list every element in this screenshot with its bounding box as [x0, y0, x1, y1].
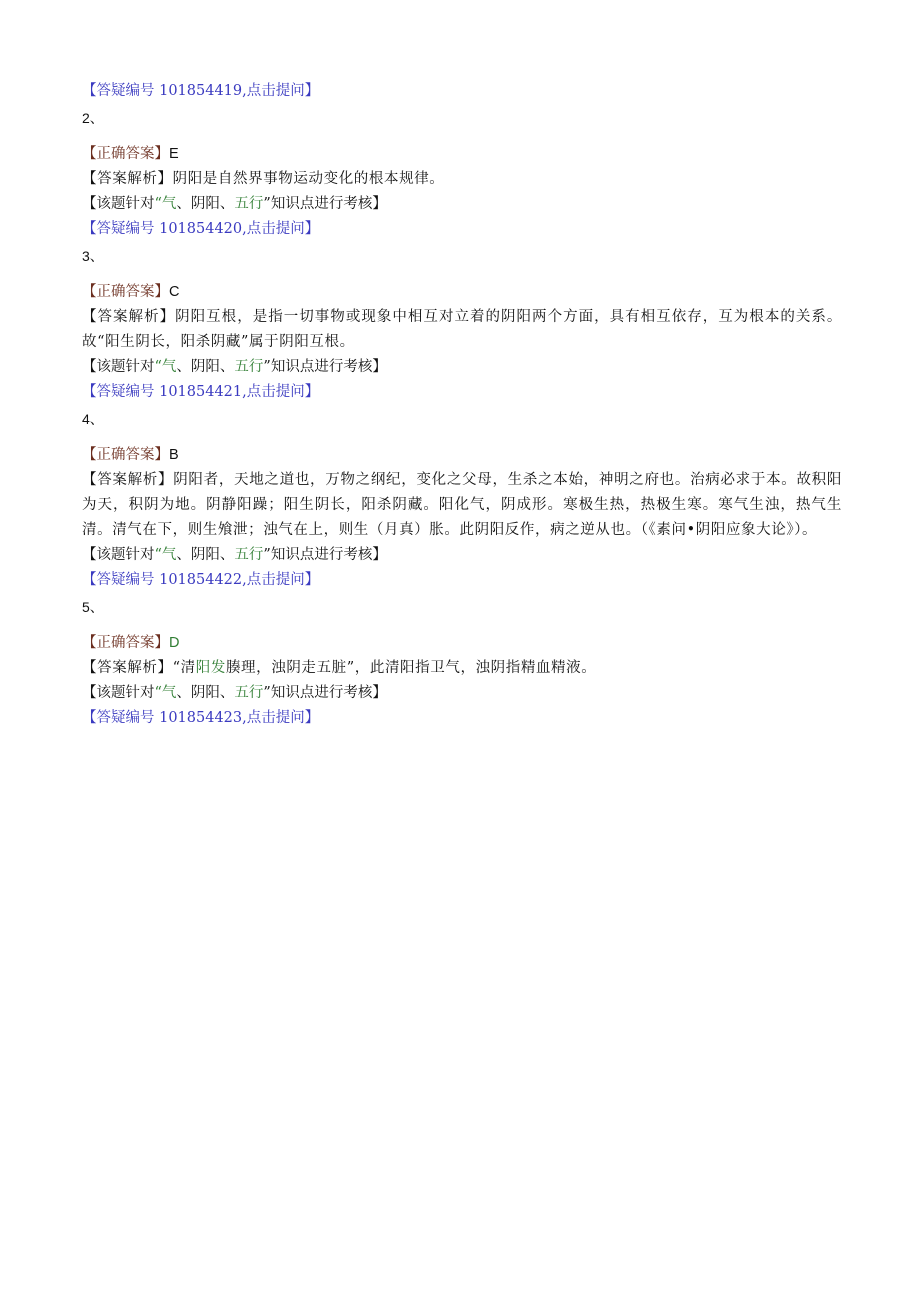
analysis-label: 【答案解析】 [82, 309, 176, 325]
topic-yinyang: 、阴阳、 [176, 359, 235, 375]
analysis-text: 阴阳互根，是指一切事物或现象中相互对立着的阴阳两个方面，具有相互依存，互为根本的关系。故“阳生阴长，阳杀阴藏”属于阴阳互根。 [82, 309, 843, 350]
analysis-paragraph [82, 167, 842, 192]
topic-open-quote: “ [154, 685, 162, 701]
topic-open-quote: “ [154, 359, 162, 375]
correct-answer-line [82, 443, 842, 468]
correct-answer-value: C [169, 284, 180, 300]
analysis-highlight: 阳发 [195, 660, 226, 676]
topic-yinyang: 、阴阳、 [176, 547, 235, 563]
analysis-paragraph [82, 656, 842, 681]
document-page [82, 79, 842, 733]
question-id-link-1[interactable]: 【答疑编号 101854419,点击提问】 [82, 83, 320, 99]
answer-item-3 [82, 244, 842, 405]
topic-qi: 气 [161, 359, 177, 375]
answer-item-4 [82, 407, 842, 593]
topic-wuxing: 五行 [234, 547, 264, 563]
question-id-link-3[interactable]: 【答疑编号 101854421,点击提问】 [82, 384, 320, 400]
topic-line [82, 355, 842, 380]
topic-suffix: 知识点进行考核】 [270, 685, 387, 701]
topic-close-quote: ” [263, 359, 271, 375]
topic-prefix: 【该题针对 [82, 359, 155, 375]
analysis-quote-open: “清 [172, 660, 196, 676]
analysis-paragraph [82, 305, 842, 355]
topic-wuxing: 五行 [234, 196, 264, 212]
question-id-link-2[interactable]: 【答疑编号 101854420,点击提问】 [82, 221, 320, 237]
topic-wuxing: 五行 [234, 359, 264, 375]
topic-prefix: 【该题针对 [82, 196, 155, 212]
correct-answer-line [82, 142, 842, 167]
topic-line [82, 543, 842, 568]
topic-open-quote: “ [154, 196, 162, 212]
correct-answer-line [82, 280, 842, 305]
analysis-text: 阴阳是自然界事物运动变化的根本规律。 [172, 171, 445, 187]
correct-answer-label: 【正确答案】 [82, 284, 169, 300]
correct-answer-label: 【正确答案】 [82, 447, 169, 463]
topic-suffix: 知识点进行考核】 [270, 196, 387, 212]
topic-qi: 气 [161, 685, 177, 701]
analysis-label: 【答案解析】 [82, 660, 173, 676]
analysis-paragraph [82, 468, 842, 543]
question-id-link-5[interactable]: 【答疑编号 101854423,点击提问】 [82, 710, 320, 726]
analysis-label: 【答案解析】 [82, 171, 173, 187]
answer-item-5 [82, 595, 842, 731]
topic-wuxing: 五行 [234, 685, 264, 701]
analysis-text: 腠理，浊阴走五脏”，此清阳指卫气，浊阴指精血精液。 [225, 660, 597, 676]
topic-yinyang: 、阴阳、 [176, 685, 235, 701]
correct-answer-value: E [169, 146, 179, 162]
correct-answer-value: D [169, 635, 180, 651]
topic-qi: 气 [161, 547, 177, 563]
topic-close-quote: ” [263, 685, 271, 701]
topic-suffix: 知识点进行考核】 [270, 359, 387, 375]
topic-close-quote: ” [263, 547, 271, 563]
question-number: 3、 [82, 248, 104, 264]
topic-prefix: 【该题针对 [82, 547, 155, 563]
analysis-label: 【答案解析】 [82, 472, 174, 488]
correct-answer-label: 【正确答案】 [82, 146, 169, 162]
topic-suffix: 知识点进行考核】 [270, 547, 387, 563]
correct-answer-line [82, 631, 842, 656]
topic-yinyang: 、阴阳、 [176, 196, 235, 212]
topic-close-quote: ” [263, 196, 271, 212]
question-number: 4、 [82, 411, 104, 427]
correct-answer-label: 【正确答案】 [82, 635, 169, 651]
correct-answer-value: B [169, 447, 179, 463]
question-number: 5、 [82, 599, 104, 615]
topic-prefix: 【该题针对 [82, 685, 155, 701]
analysis-text: 阴阳者，天地之道也，万物之纲纪，变化之父母，生杀之本始，神明之府也。治病必求于本。故积阳为天，积阴为地。阴静阳躁；阳生阴长，阳杀阴藏。阳化气，阴成形。寒极生热，热极生寒。寒气生浊，热气生清。清气在下，则生飧泄；浊气在上，则生（月真）胀。此阴阳反作，病之逆从也。（《素问•阴阳应象大论》）。 [82, 472, 842, 538]
topic-line [82, 192, 842, 217]
topic-qi: 气 [161, 196, 177, 212]
topic-line [82, 681, 842, 706]
topic-open-quote: “ [154, 547, 162, 563]
question-id-link-4[interactable]: 【答疑编号 101854422,点击提问】 [82, 572, 320, 588]
answer-item-2 [82, 106, 842, 242]
question-number: 2、 [82, 110, 104, 126]
